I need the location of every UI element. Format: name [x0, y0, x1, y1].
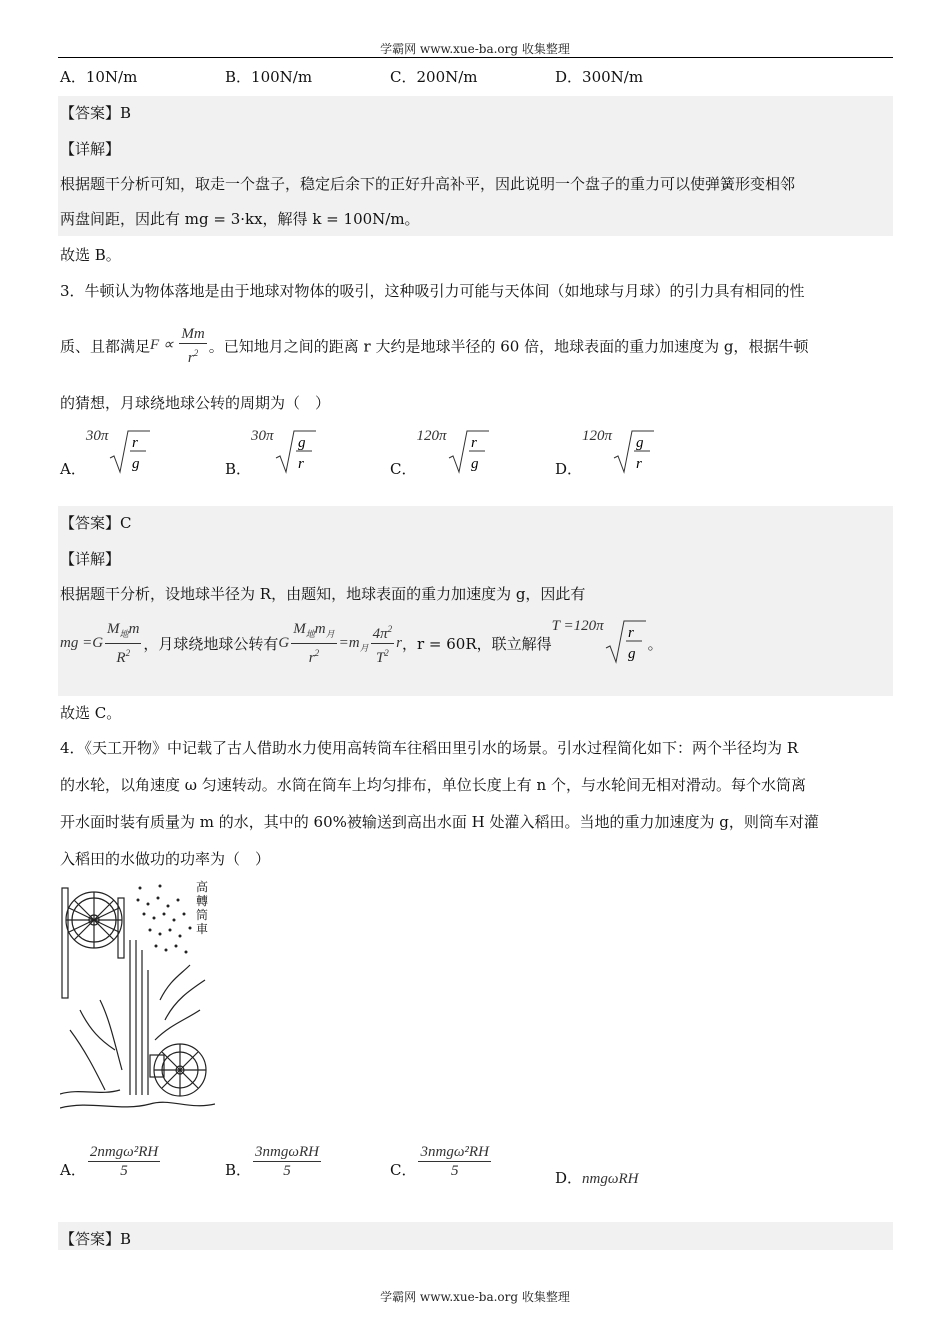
q2-option-c: C．200N/m	[390, 68, 478, 86]
q3-stem-line1: 3．牛顿认为物体落地是由于地球对物体的吸引，这种吸引力可能与天体间（如地球与月球）的引力具有相同的性	[60, 282, 805, 300]
q3-answer: 【答案】C	[60, 514, 132, 532]
q3-stem-line2	[60, 325, 808, 367]
q2-detail-line2: 两盘间距，因此有 mg = 3·kx，解得 k = 100N/m。	[60, 210, 420, 228]
figure-caption: 高轉筒車	[196, 880, 209, 936]
q2-detail-title: 【详解】	[60, 140, 121, 158]
q3-option-b: B．30π g r	[225, 428, 318, 479]
q4-option-b: B． $\frac{\text{3nmgωRH}}{5}$	[225, 1144, 319, 1179]
q3-detail-line1: 根据题干分析，设地球半径为 R，由题知，地球表面的重力加速度为 g，因此有	[60, 585, 586, 603]
q4-stem-line2: 的水轮，以角速度 ω 匀速转动。水筒在筒车上均匀排布，单位长度上有 n 个，与水轮间无相对滑动。每个水筒离	[60, 776, 806, 794]
page-footer: 学霸网 www.xue-ba.org 收集整理	[380, 1290, 570, 1304]
q3-detail-equations: mg =G $\frac{M_地m}{R^2}$ ，月球绕地球公转有G $\frac{M_地m_月}{r^2}$ $=m_月$ $\frac{4\pi^2}{T^2}$ r，r = 60R，联立解得T =120π r g 。	[60, 618, 663, 666]
svg-text:r: r	[636, 456, 642, 472]
waterwheel-illustration	[60, 880, 215, 1112]
svg-text:g: g	[627, 646, 636, 662]
orbit-equation: G $\frac{M_地m_月}{r^2}$ $=m_月$ $\frac{4\pi^2}{T^2}$ r	[278, 621, 402, 666]
svg-text:g: g	[132, 456, 140, 472]
q3-detail-title: 【详解】	[60, 550, 121, 568]
q4-stem-line1: 4．《天工开物》中记载了古人借助水力使用高转筒车往稻田里引水的场景。引水过程简化如下：两个半径均为 R	[60, 739, 799, 757]
gravitation-formula: F ∝ $\frac{Mm}{r^2}$	[150, 326, 205, 366]
q3-stem-line2-pre: 质、且都满足	[60, 337, 151, 356]
q4-option-c: C． $\frac{\text{3nmgω²RH}}{5}$	[390, 1144, 489, 1179]
svg-text:g: g	[470, 456, 478, 472]
svg-text:r: r	[297, 456, 304, 472]
page-header: 学霸网 www.xue-ba.org 收集整理	[380, 42, 570, 56]
q4-option-a: A． $\frac{\text{2nmgω²RH}}{5}$	[60, 1144, 159, 1179]
sqrt-radical-d	[612, 428, 656, 474]
q3-option-c: C．120π r g	[390, 428, 491, 479]
q2-option-d: D．300N/m	[555, 68, 644, 86]
svg-text:g: g	[297, 435, 306, 451]
q2-option-a: A．10N/m	[60, 68, 138, 86]
q2-answer: 【答案】B	[60, 104, 132, 122]
sqrt-radical-a	[108, 428, 152, 474]
q2-option-b: B．100N/m	[225, 68, 313, 86]
svg-text:g: g	[636, 435, 644, 451]
surface-gravity-equation: mg =G $\frac{M_地m}{R^2}$	[60, 621, 140, 666]
sqrt-radical-b	[274, 428, 318, 474]
svg-text:r: r	[470, 435, 477, 451]
q4-solution-block	[58, 1222, 893, 1250]
q3-option-d: D．120π g r	[555, 428, 656, 479]
q4-stem-line4: 入稻田的水做功的功率为（ ）	[60, 850, 271, 868]
q3-stem-line2-post: 。已知地月之间的距离 r 大约是地球半径的 60 倍，地球表面的重力加速度为 g，根据牛顿	[208, 337, 809, 356]
sqrt-radical-result	[604, 618, 648, 664]
header-rule	[58, 57, 893, 58]
svg-text:r: r	[627, 625, 634, 641]
sqrt-radical-c	[447, 428, 491, 474]
q2-conclusion: 故选 B。	[60, 246, 121, 264]
q4-option-d: D．nmgωRH	[555, 1169, 639, 1187]
q3-stem-line3: 的猜想，月球绕地球公转的周期为（ ）	[60, 394, 331, 412]
q4-answer: 【答案】B	[60, 1230, 132, 1248]
q3-option-a: A．30π r g	[60, 428, 152, 479]
q3-conclusion: 故选 C。	[60, 704, 122, 722]
q4-stem-line3: 开水面时装有质量为 m 的水，其中的 60%被输送到高出水面 H 处灌入稻田。当地的重力加速度为 g，则筒车对灌	[60, 813, 819, 831]
q2-detail-line1: 根据题干分析可知，取走一个盘子，稳定后余下的正好升高补平，因此说明一个盘子的重力可以使弹簧形变相邻	[60, 175, 796, 193]
period-result: T =120π	[551, 618, 604, 634]
svg-text:r: r	[132, 435, 139, 451]
